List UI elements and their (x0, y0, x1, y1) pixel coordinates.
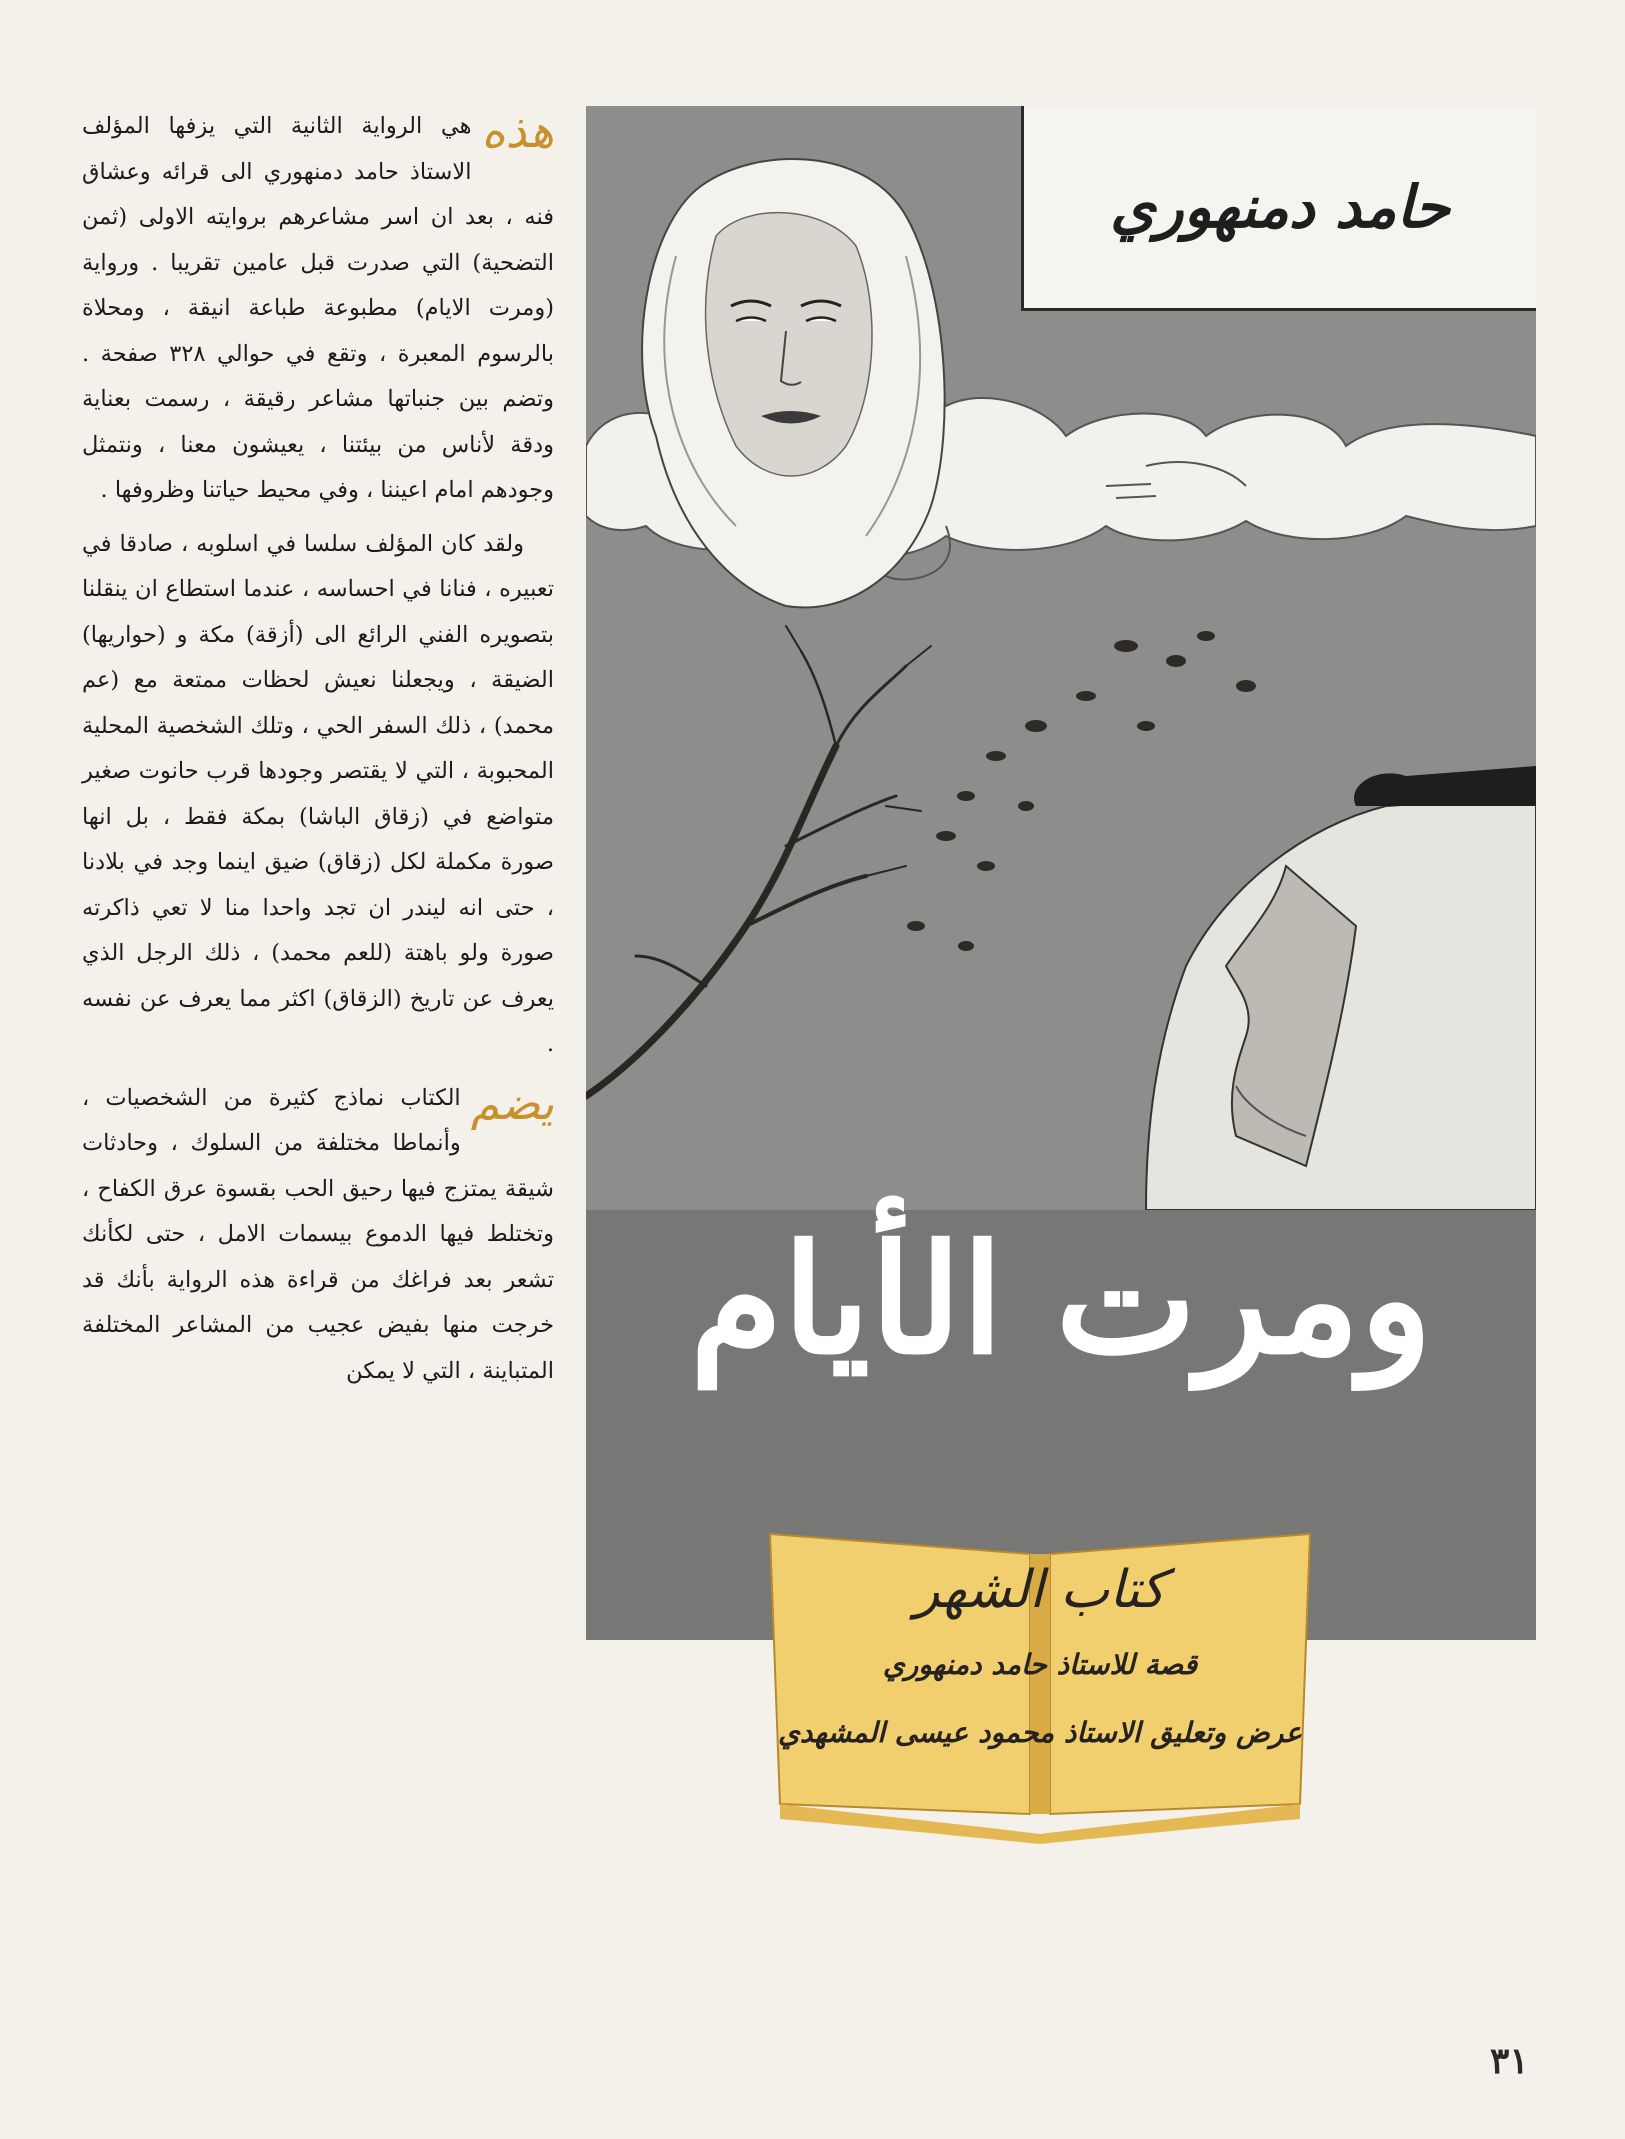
book-heading: كتاب الشهر (914, 1560, 1166, 1620)
page-number: ٣١ (1490, 2040, 1529, 2082)
cover-illustration (586, 106, 1536, 1210)
book-reviewer-line: عرض وتعليق الاستاذ محمود عيسى المشهدي (778, 1716, 1302, 1749)
cover-title: ومرت الأيام (689, 1212, 1433, 1388)
book-author-line: قصة للاستاذ حامد دمنهوري (882, 1648, 1198, 1681)
bare-tree (586, 626, 931, 1096)
drop-word-1: هذه (481, 104, 554, 158)
author-name-box: حامد دمنهوري (1021, 106, 1536, 311)
paragraph-1 (82, 104, 554, 514)
paragraph-2: ولقد كان المؤلف سلسا في اسلوبه ، صادقا في تعبيره ، فنانا في احساسه ، عندما استطاع ان ينقلنا بتصويره الفني الرائع الى (أزقة) مكة و (حواريها) الضيقة ، ويجعلنا نعيش لحظات ممتعة مع (عم محمد) ، ذلك السفر الحي ، وتلك الشخصية المحلية المحبوبة ، التي لا يقتصر وجودها قرب حانوت صغير متواضع في (زقاق الباشا) بمكة فقط ، بل انها صورة مكملة لكل (زقاق) ضيق اينما وجد في بلادنا ، حتى انه ليندر ان تجد واحدا منا لا تعي ذاكرته صورة ولو باهتة (للعم محمد) ، ذلك الرجل الذي يعرف عن تاريخ (الزقاق) اكثر مما يعرف عن نفسه . (82, 530, 554, 1057)
article-column (82, 104, 554, 1394)
drop-word-2: يضم (470, 1075, 554, 1130)
paragraph-3-text: الكتاب نماذج كثيرة من الشخصيات ، وأنماطا مختلفة من السلوك ، وحادثات شيقة يمتزج فيها رحيق الحب بقسوة عرق الكفاح ، وتختلط فيها الدموع بيسمات الامل ، حتى لكأنك تشعر بعد فراغك من قراءة هذه الرواية بأنك قد خرجت منها بفيض عجيب من المشاعر المختلفة المتباينة ، التي لا يمكن (82, 1084, 554, 1384)
paragraph-3 (82, 1076, 554, 1395)
paragraph-1-text: هي الرواية الثانية التي يزفها المؤلف الاستاذ حامد دمنهوري الى قرائه وعشاق فنه ، بعد ان اسر مشاعرهم بروايته الاولى (ثمن التضحية) التي صدرت قبل عامين تقريبا . ورواية (ومرت الايام) مطبوعة طباعة انيقة ، ومحلاة بالرسوم المعبرة ، وتقع في حوالي ٣٢٨ صفحة . وتضم بين جنباتها مشاعر رقيقة ، رسمت بعناية ودقة لأناس من بيئتنا ، يعيشون معنا ، ونتمثل وجودهم امام اعيننا ، وفي محيط حياتنا وظروفها . (82, 113, 554, 503)
man-profile (1146, 766, 1536, 1210)
falling-leaves (907, 631, 1256, 951)
